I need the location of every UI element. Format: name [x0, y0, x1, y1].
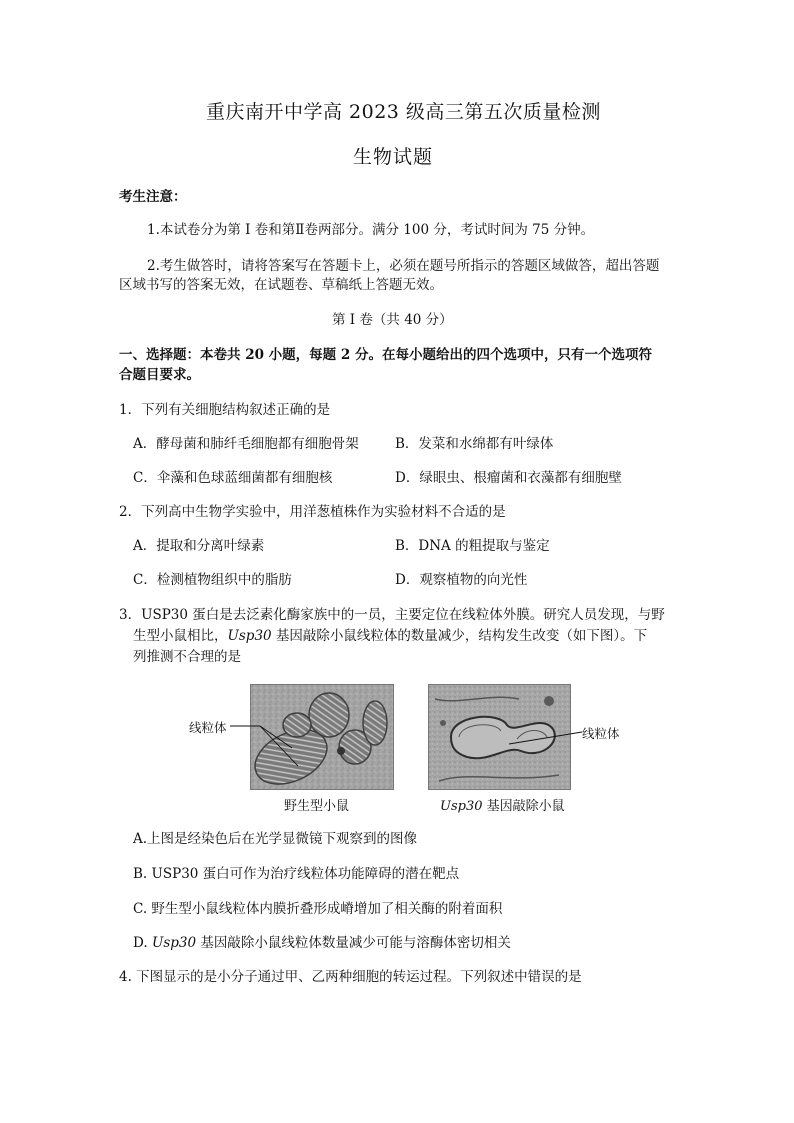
q3-option-d: D. Usp30 基因敲除小鼠线粒体数量减少可能与溶酶体密切相关 — [133, 935, 511, 951]
section-title: 第 I 卷（共 40 分） — [332, 312, 453, 328]
q1-option-c: C．伞藻和色球蓝细菌都有细胞核 — [133, 470, 333, 486]
q3-option-c: C. 野生型小鼠线粒体内膜折叠形成嵴增加了相关酶的附着面积 — [133, 901, 503, 917]
gene-name: Usp30 — [227, 628, 272, 644]
exam-title: 重庆南开中学高 2023 级高三第五次质量检测 — [206, 101, 601, 123]
q3-stem-line2: 生型小鼠相比，Usp30 基因敲除小鼠线粒体的数量减少，结构发生改变（如下图）。下 — [133, 628, 648, 644]
q1-option-d: D．绿眼虫、根瘤菌和衣藻都有细胞壁 — [395, 470, 622, 486]
section-instruction-line1: 一、选择题：本卷共 20 小题，每题 2 分。在每小题给出的四个选项中，只有一个选项符 — [119, 347, 652, 363]
q2-option-d: D．观察植物的向光性 — [395, 572, 528, 588]
q2-stem: 2．下列高中生物学实验中，用洋葱植株作为实验材料不合适的是 — [119, 504, 506, 520]
notice-heading: 考生注意： — [119, 189, 187, 205]
wildtype-caption: 野生型小鼠 — [284, 799, 350, 814]
q1-option-a: A．酵母菌和肺纤毛细胞都有细胞骨架 — [133, 436, 359, 452]
left-mitochondria-label: 线粒体 — [189, 720, 227, 735]
section-instruction-line2: 合题目要求。 — [119, 367, 200, 383]
q2-option-b: B．DNA 的粗提取与鉴定 — [395, 538, 550, 554]
q1-option-b: B．发菜和水绵都有叶绿体 — [395, 436, 554, 452]
q2-option-a: A．提取和分离叶绿素 — [133, 538, 265, 554]
q3-option-b: B. USP30 蛋白可作为治疗线粒体功能障碍的潜在靶点 — [133, 866, 460, 882]
right-mitochondria-label: 线粒体 — [582, 726, 620, 741]
q4-stem: 4. 下图显示的是小分子通过甲、乙两种细胞的转运过程。下列叙述中错误的是 — [119, 969, 582, 985]
subject-title: 生物试题 — [353, 146, 434, 168]
notice-item-2-line1: 2.考生做答时，请将答案写在答题卡上，必须在题号所指示的答题区域做答，超出答题 — [147, 258, 660, 274]
q3-stem-line3: 列推测不合理的是 — [133, 649, 241, 665]
knockout-caption: Usp30 基因敲除小鼠 — [440, 799, 565, 814]
q3-option-a: A.上图是经染色后在光学显微镜下观察到的图像 — [133, 831, 418, 847]
notice-item-1: 1.本试卷分为第 I 卷和第Ⅱ卷两部分。满分 100 分，考试时间为 75 分钟。 — [147, 222, 595, 238]
notice-item-2-line2: 区域书写的答案无效，在试题卷、草稿纸上答题无效。 — [119, 277, 443, 293]
q1-stem: 1．下列有关细胞结构叙述正确的是 — [119, 402, 331, 418]
q3-stem-line1: 3．USP30 蛋白是去泛素化酶家族中的一员，主要定位在线粒体外膜。研究人员发现，与野 — [119, 607, 665, 623]
q2-option-c: C．检测植物组织中的脂肪 — [133, 572, 292, 588]
left-pointer-lines — [230, 722, 310, 772]
right-pointer-line — [505, 728, 585, 752]
